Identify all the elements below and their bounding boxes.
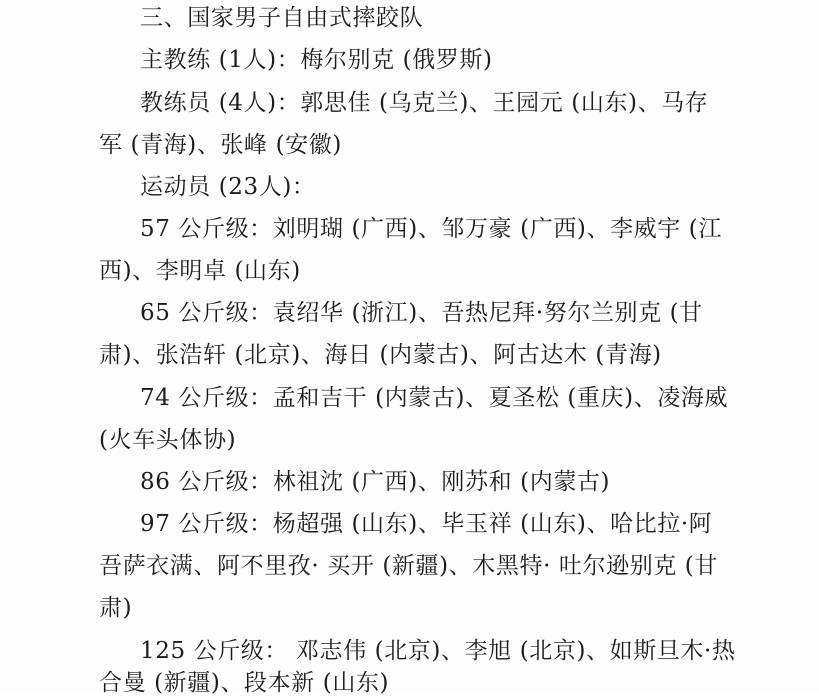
weight-class-57-line-continued: 西)、李明卓 (山东) — [99, 258, 301, 284]
athletes-heading: 运动员 (23人)： — [140, 174, 316, 200]
weight-class-74-line: 74 公斤级：孟和吉干 (内蒙古)、夏圣松 (重庆)、凌海威 — [140, 385, 729, 411]
section-heading: 三、国家男子自由式摔跤队 — [140, 5, 424, 31]
coaches-line-continued: 军 (青海)、张峰 (安徽) — [99, 132, 342, 158]
weight-class-97-line-continued: 吾萨衣满、阿不里孜· 买开 (新疆)、木黑特· 吐尔逊别克 (甘 — [99, 553, 718, 579]
weight-class-125-line: 125 公斤级： 邓志伟 (北京)、李旭 (北京)、如斯旦木·热 — [140, 638, 736, 664]
weight-class-86-line: 86 公斤级：林祖沈 (广西)、刚苏和 (内蒙古) — [140, 469, 611, 495]
weight-class-57-line: 57 公斤级：刘明瑚 (广西)、邹万豪 (广西)、李威宇 (江 — [140, 216, 722, 242]
weight-class-97-line: 97 公斤级：杨超强 (山东)、毕玉祥 (山东)、哈比拉·阿 — [140, 511, 713, 537]
weight-class-65-line: 65 公斤级：袁绍华 (浙江)、吾热尼拜·努尔兰别克 (甘 — [140, 300, 703, 326]
coaches-line: 教练员 (4人)：郭思佳 (乌克兰)、王园元 (山东)、马存 — [140, 90, 709, 116]
weight-class-65-line-continued: 肃)、张浩轩 (北京)、海日 (内蒙古)、阿古达木 (青海) — [99, 342, 662, 368]
head-coach-line: 主教练 (1人)：梅尔别克 (俄罗斯) — [140, 47, 493, 73]
weight-class-74-line-continued: (火车头体协) — [99, 427, 237, 453]
weight-class-97-line-end: 肃) — [99, 595, 133, 621]
weight-class-125-line-continued: 合曼 (新疆)、段本新 (山东) — [99, 670, 390, 696]
